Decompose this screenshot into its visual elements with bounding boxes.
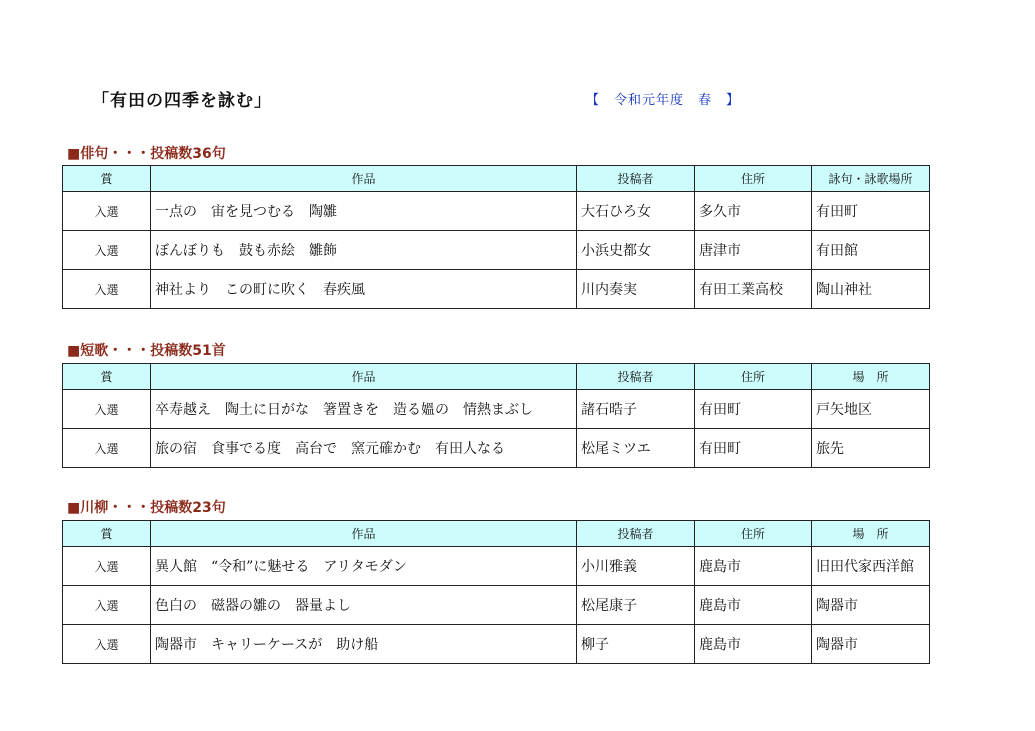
column-header-award: 賞: [63, 521, 151, 547]
place-cell: 陶器市: [812, 625, 930, 664]
poster-cell: 諸石晧子: [577, 390, 695, 429]
award-cell: 入選: [63, 625, 151, 664]
work-cell: ぼんぼりも 鼓も赤絵 雛飾: [151, 231, 577, 270]
table-row: [63, 429, 930, 468]
poster-cell: 柳子: [577, 625, 695, 664]
table-row: [63, 192, 930, 231]
award-cell: 入選: [63, 231, 151, 270]
poster-cell: 松尾康子: [577, 586, 695, 625]
place-cell: 有田館: [812, 231, 930, 270]
column-header-work: 作品: [151, 521, 577, 547]
work-cell: 異人館 “令和”に魅せる アリタモダン: [151, 547, 577, 586]
table-row: [63, 625, 930, 664]
senryu-table: [62, 520, 930, 664]
haiku-table: [62, 165, 930, 309]
award-cell: 入選: [63, 270, 151, 309]
section-heading-haiku: ■俳句・・・投稿数36句: [67, 146, 226, 162]
work-cell: 卒寿越え 陶土に日がな 箸置きを 造る媼の 情熱まぶし: [151, 390, 577, 429]
column-header-poster: 投稿者: [577, 166, 695, 192]
poster-cell: 大石ひろ女: [577, 192, 695, 231]
column-header-poster: 投稿者: [577, 521, 695, 547]
address-cell: 有田工業高校: [695, 270, 812, 309]
place-cell: 戸矢地区: [812, 390, 930, 429]
work-cell: 旅の宿 食事でる度 高台で 窯元確かむ 有田人なる: [151, 429, 577, 468]
table-row: [63, 547, 930, 586]
poster-cell: 松尾ミツエ: [577, 429, 695, 468]
table-header-row: [63, 364, 930, 390]
poster-cell: 小川雅義: [577, 547, 695, 586]
place-cell: 旅先: [812, 429, 930, 468]
table-row: [63, 586, 930, 625]
work-cell: 色白の 磁器の雛の 器量よし: [151, 586, 577, 625]
section-heading-senryu: ■川柳・・・投稿数23句: [67, 500, 226, 516]
address-cell: 有田町: [695, 429, 812, 468]
column-header-award: 賞: [63, 166, 151, 192]
page-title: 「有田の四季を詠む」: [92, 91, 272, 111]
award-cell: 入選: [63, 547, 151, 586]
place-cell: 旧田代家西洋館: [812, 547, 930, 586]
address-cell: 有田町: [695, 390, 812, 429]
award-cell: 入選: [63, 192, 151, 231]
column-header-poster: 投稿者: [577, 364, 695, 390]
table-header-row: [63, 166, 930, 192]
place-cell: 陶山神社: [812, 270, 930, 309]
poster-cell: 小浜史都女: [577, 231, 695, 270]
address-cell: 多久市: [695, 192, 812, 231]
column-header-place: 場 所: [812, 521, 930, 547]
address-cell: 鹿島市: [695, 547, 812, 586]
work-cell: 陶器市 キャリーケースが 助け船: [151, 625, 577, 664]
table-row: [63, 231, 930, 270]
award-cell: 入選: [63, 586, 151, 625]
column-header-award: 賞: [63, 364, 151, 390]
column-header-address: 住所: [695, 364, 812, 390]
section-heading-tanka: ■短歌・・・投稿数51首: [67, 343, 226, 359]
table-header-row: [63, 521, 930, 547]
award-cell: 入選: [63, 390, 151, 429]
table-row: [63, 270, 930, 309]
period-label: 【 令和元年度 春 】: [586, 93, 741, 108]
column-header-place: 場 所: [812, 364, 930, 390]
work-cell: 一点の 宙を見つむる 陶雛: [151, 192, 577, 231]
address-cell: 鹿島市: [695, 625, 812, 664]
column-header-place: 詠句・詠歌場所: [812, 166, 930, 192]
column-header-address: 住所: [695, 166, 812, 192]
column-header-address: 住所: [695, 521, 812, 547]
poster-cell: 川内奏実: [577, 270, 695, 309]
place-cell: 有田町: [812, 192, 930, 231]
address-cell: 鹿島市: [695, 586, 812, 625]
column-header-work: 作品: [151, 166, 577, 192]
place-cell: 陶器市: [812, 586, 930, 625]
address-cell: 唐津市: [695, 231, 812, 270]
work-cell: 神社より この町に吹く 春疾風: [151, 270, 577, 309]
column-header-work: 作品: [151, 364, 577, 390]
award-cell: 入選: [63, 429, 151, 468]
tanka-table: [62, 363, 930, 468]
table-row: [63, 390, 930, 429]
